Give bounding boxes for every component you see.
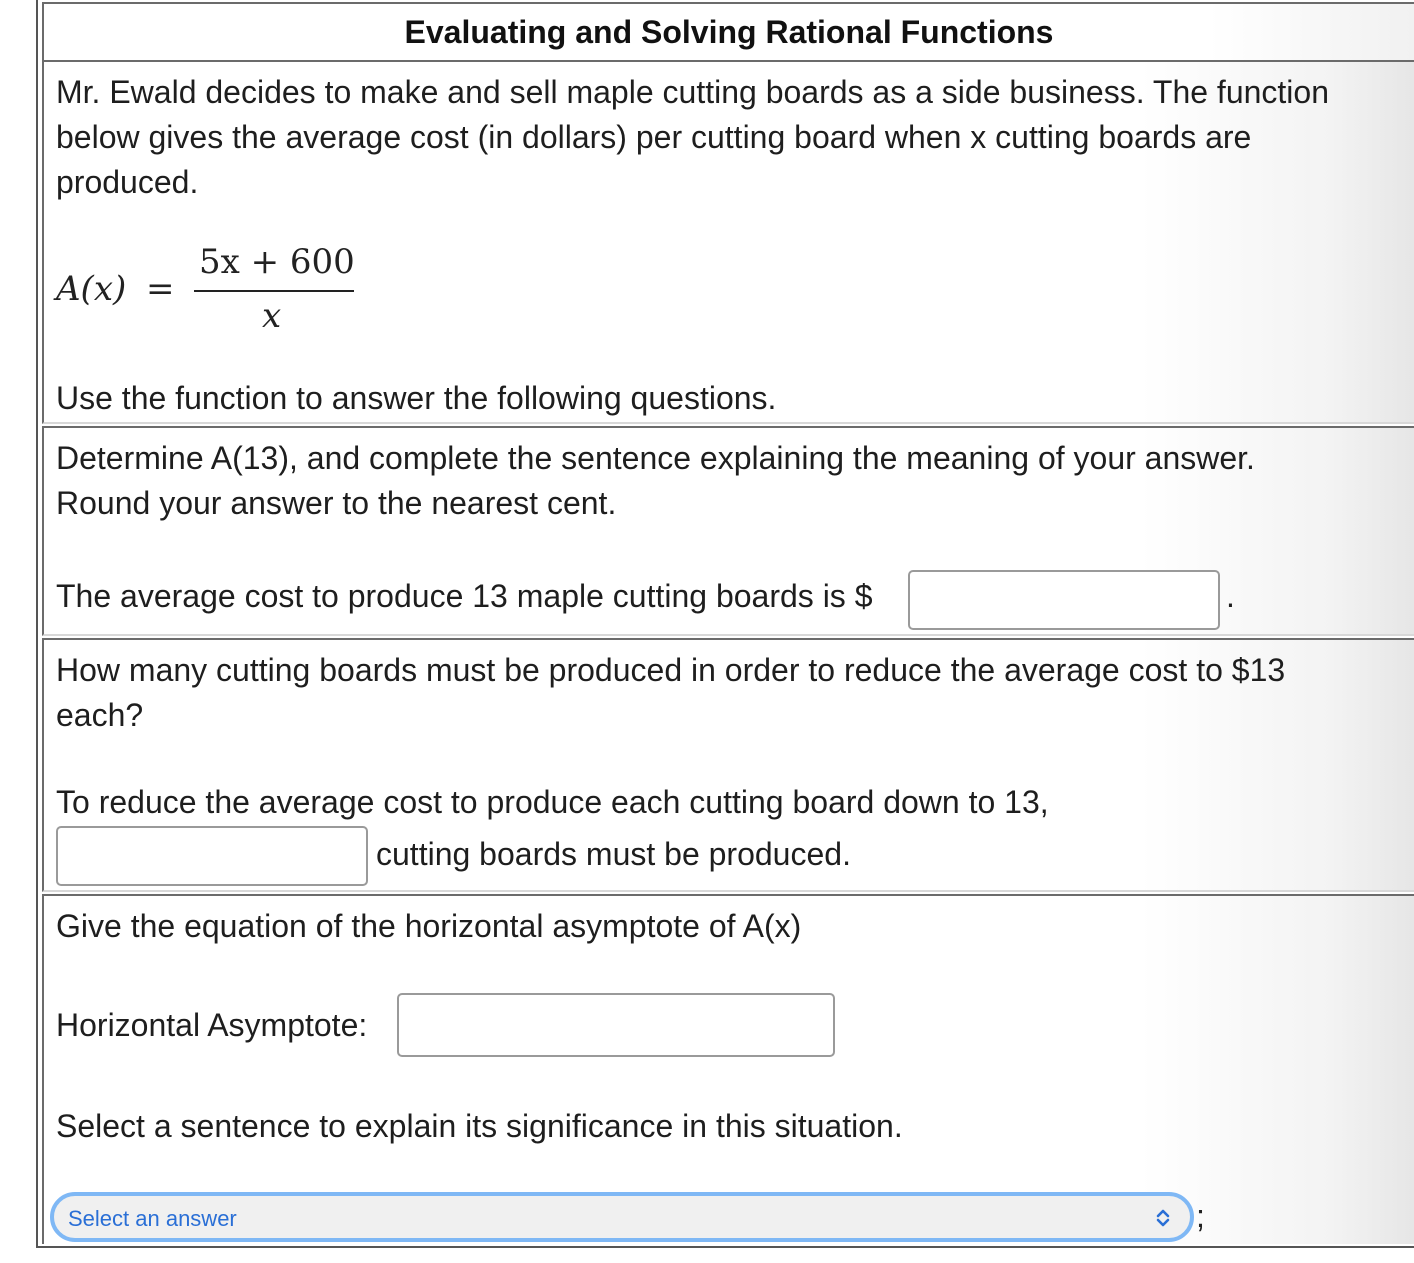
intro-line-2: below gives the average cost (in dollars) per cutting board when x cutting boards are [56, 119, 1252, 155]
asymptote-input[interactable] [397, 993, 835, 1057]
chevron-updown-icon [1154, 1207, 1172, 1234]
intro-instruction: Use the function to answer the following questions. [56, 380, 777, 416]
function-equals: = [146, 269, 175, 309]
q2-sentence: To reduce the average cost to produce each cutting board down to 13, [56, 784, 1049, 820]
page-title: Evaluating and Solving Rational Functions [404, 14, 1054, 50]
intro-line-1: Mr. Ewald decides to make and sell maple cutting boards as a side business. The function [56, 74, 1329, 110]
board-count-input[interactable] [56, 826, 368, 886]
fraction-bar [194, 290, 354, 292]
average-cost-input[interactable] [908, 570, 1220, 630]
q1-line-1: Determine A(13), and complete the sentence explaining the meaning of your answer. [56, 440, 1255, 476]
q1-sentence: The average cost to produce 13 maple cutting boards is $ [56, 578, 873, 614]
title-section [42, 2, 1414, 60]
q1-line-2: Round your answer to the nearest cent. [56, 485, 617, 521]
q2-suffix: cutting boards must be produced. [376, 836, 851, 872]
function-lhs: A(x) [56, 269, 127, 309]
significance-select[interactable] [50, 1192, 1194, 1242]
question-2-section [42, 638, 1414, 892]
function-denominator: x [262, 296, 282, 336]
function-numerator: 5x + 600 [199, 242, 355, 282]
q2-line-1: How many cutting boards must be produced in order to reduce the average cost to $13 [56, 652, 1286, 688]
q2-line-2: each? [56, 697, 144, 733]
select-value: Select an answer [68, 1206, 237, 1231]
question-1-section [42, 426, 1414, 636]
select-trailing-semicolon: ; [1196, 1198, 1205, 1234]
asymptote-label: Horizontal Asymptote: [56, 1007, 368, 1043]
intro-section [42, 60, 1414, 424]
q3-select-prompt: Select a sentence to explain its significance in this situation. [56, 1108, 903, 1144]
intro-line-3: produced. [56, 164, 199, 200]
q3-prompt: Give the equation of the horizontal asymptote of A(x) [56, 908, 802, 944]
q1-period: . [1226, 578, 1235, 614]
